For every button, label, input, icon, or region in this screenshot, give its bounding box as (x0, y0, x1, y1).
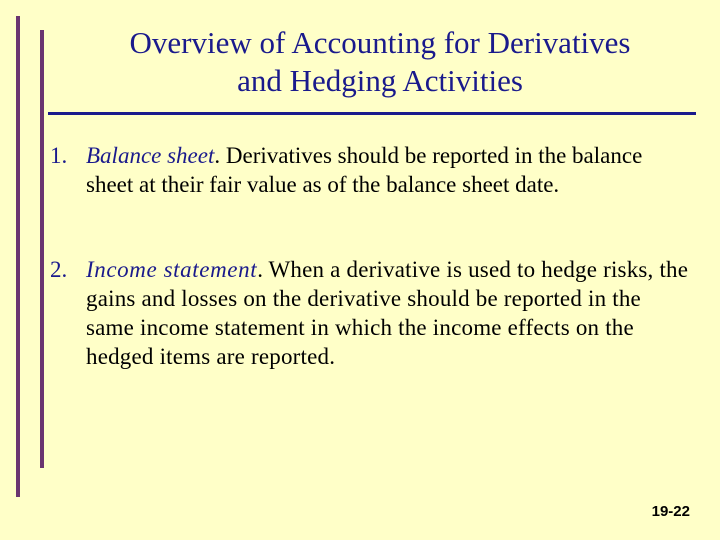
slide-title (60, 24, 700, 100)
list-item-income-statement (50, 255, 690, 371)
title-line-2: and Hedging Activities (237, 63, 523, 98)
item-body: Derivatives should be reported in the balance sheet at their fair value as of the balance sheet date. (86, 143, 643, 197)
item-body: When a derivative is used to hedge risks, the gains and losses on the derivative should be reported in the same income statement in which the income effects on the hedged items are reported. (86, 257, 689, 369)
item-separator: . (257, 257, 263, 282)
item-number: 1. (50, 143, 68, 168)
title-underline (48, 112, 696, 115)
title-line-1: Overview of Accounting for Derivatives (129, 25, 631, 60)
item-lead: Income statement (86, 257, 258, 282)
page-number: 19-22 (651, 503, 690, 520)
left-outer-bar (16, 16, 20, 497)
left-inner-bar (40, 30, 44, 468)
item-text (86, 141, 690, 199)
item-lead: Balance sheet (86, 143, 215, 168)
item-separator: . (214, 143, 221, 168)
item-number: 2. (50, 257, 68, 282)
list-item-balance-sheet (50, 141, 690, 199)
item-text (86, 255, 690, 371)
